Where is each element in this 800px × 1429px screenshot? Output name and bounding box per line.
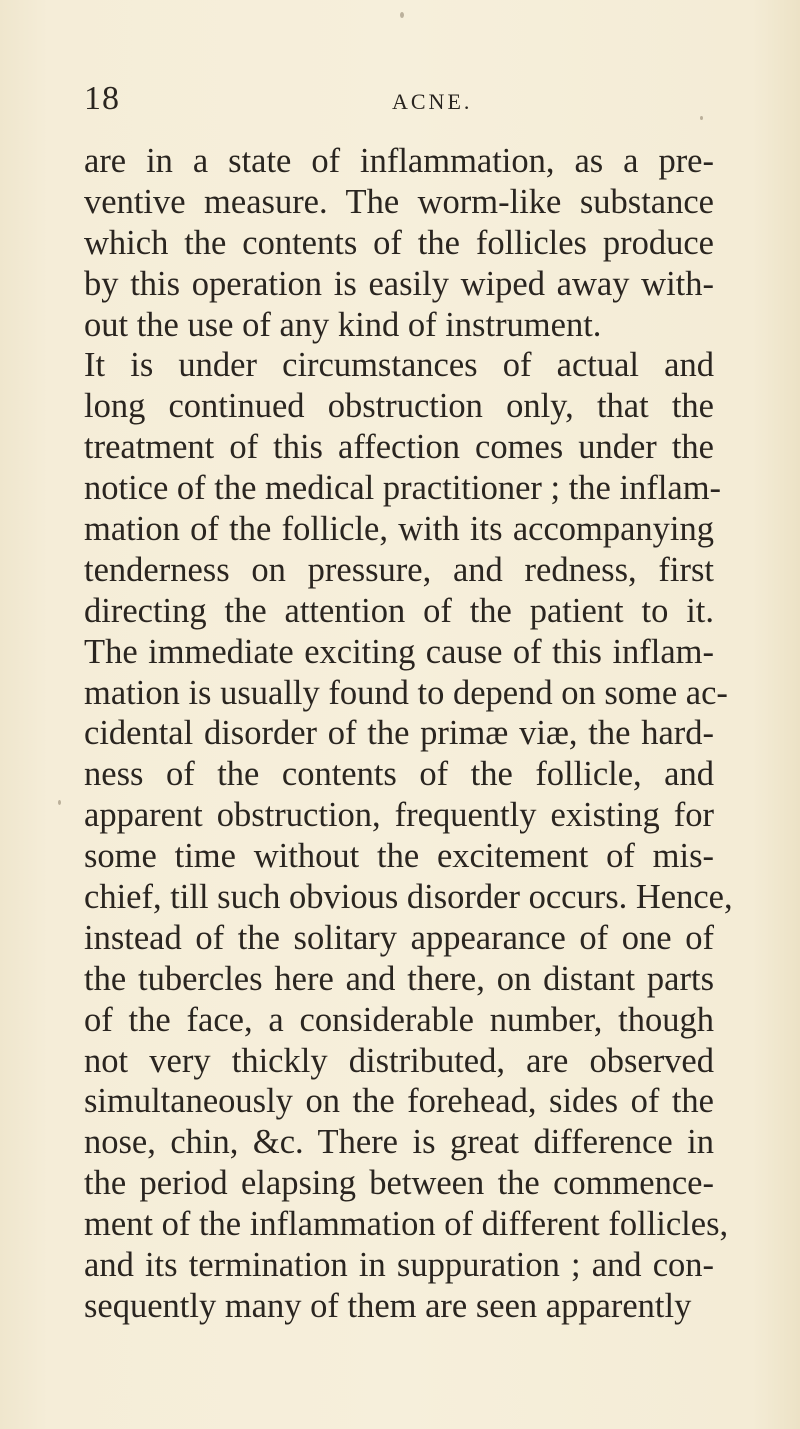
text-line: ness of the contents of the follicle, and xyxy=(84,755,714,794)
text-line: chief, till such obvious disorder occurs. Hence, xyxy=(84,878,733,917)
text-line: by this operation is easily wiped away with- xyxy=(84,264,714,303)
page-header xyxy=(84,82,684,122)
text-line: mation is usually found to depend on some ac- xyxy=(84,673,728,712)
text-line: long continued obstruction only, that the xyxy=(84,387,714,426)
text-line: treatment of this affection comes under the xyxy=(84,428,714,467)
text-line: of the face, a considerable number, though xyxy=(84,1000,714,1039)
text-line: ment of the inflammation of different follicles, xyxy=(84,1205,729,1244)
running-head: ACNE. xyxy=(392,89,473,114)
paper-speck xyxy=(700,116,703,120)
text-line: It is under circumstances of actual and xyxy=(84,346,714,385)
text-line: cidental disorder of the primæ viæ, the hard- xyxy=(84,714,714,753)
text-line: tenderness on pressure, and redness, first xyxy=(84,550,714,589)
text-line: the period elapsing between the commence- xyxy=(84,1164,714,1203)
text-line: notice of the medical practitioner ; the inflam- xyxy=(84,469,722,508)
text-line: not very thickly distributed, are observed xyxy=(84,1041,714,1080)
text-line: ventive measure. The worm-like substance xyxy=(84,182,714,221)
text-line: nose, chin, &c. There is great difference in xyxy=(84,1123,714,1162)
text-line: directing the attention of the patient to it. xyxy=(84,591,714,630)
text-line: mation of the follicle, with its accompanying xyxy=(84,510,714,549)
text-line: some time without the excitement of mis- xyxy=(84,837,714,876)
text-line: The immediate exciting cause of this inflam- xyxy=(84,632,714,671)
paper-speck xyxy=(58,800,61,805)
text-line: instead of the solitary appearance of one of xyxy=(84,918,714,957)
paper-speck xyxy=(400,12,404,18)
text-line: apparent obstruction, frequently existing for xyxy=(84,796,714,835)
text-line: the tubercles here and there, on distant parts xyxy=(84,959,714,998)
text-line: out the use of any kind of instrument. xyxy=(84,305,602,344)
text-line: sequently many of them are seen apparently xyxy=(84,1286,692,1325)
text-line: which the contents of the follicles produce xyxy=(84,223,714,262)
text-line: are in a state of inflammation, as a pre- xyxy=(84,142,714,180)
body-text xyxy=(84,141,733,1327)
page-number: 18 xyxy=(84,80,120,117)
text-line: and its termination in suppuration ; and con- xyxy=(84,1246,714,1285)
text-line: simultaneously on the forehead, sides of the xyxy=(84,1082,714,1121)
